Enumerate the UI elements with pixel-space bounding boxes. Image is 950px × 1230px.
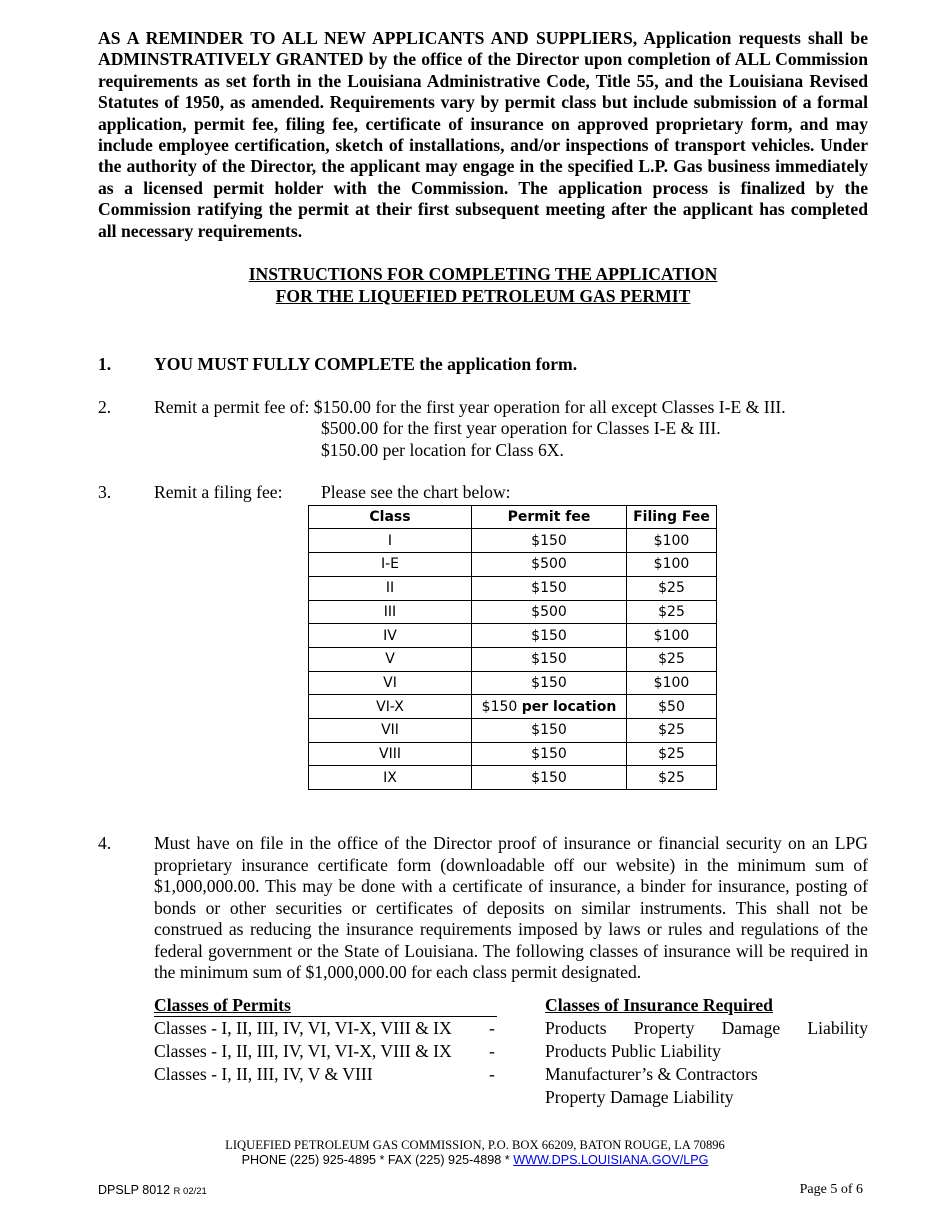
separator-dash: - — [489, 1040, 495, 1061]
document-page — [98, 28, 868, 1109]
fee-table-row — [309, 671, 717, 695]
filing-fee-cell: $25 — [627, 742, 717, 766]
class-cell: VII — [309, 718, 472, 742]
fee-table-row — [309, 600, 717, 624]
footer-phone: PHONE (225) 925-4895 * FAX (225) 925-4898 * — [241, 1153, 514, 1167]
fee-table-header-row — [309, 505, 717, 529]
fee-table-row — [309, 529, 717, 553]
class-cell: IV — [309, 624, 472, 648]
instructions-title-line2: FOR THE LIQUEFIED PETROLEUM GAS PERMIT — [275, 285, 691, 306]
class-cell: I-E — [309, 553, 472, 577]
insurance-word: Liability — [807, 1017, 868, 1038]
insurance-word: Property — [633, 1017, 695, 1038]
class-cell: VI-X — [309, 695, 472, 719]
website-link[interactable]: WWW.DPS.LOUISIANA.GOV/LPG — [513, 1153, 709, 1167]
permit-fee-cell: $150 — [472, 742, 627, 766]
insurance-type: Property Damage Liability — [545, 1086, 734, 1107]
reminder-text: Application requests shall be ADMINSTRATIVELY GRANTED by the office of the Director upon completion of ALL Commission requirements as set forth in the Louisiana Administrative Code, Title 55, and the Louisiana Revised Statutes of 1950, as amended. Requirements vary by permit class but include submission of a formal application, permit fee, filing fee, certificate of insurance on approved proprietary form, and may include employee certification, sketch of installations, and/or inspections of transport vehicles. Under the authority of the Director, the applicant may engage in the specified L.P. Gas business immediately as a licensed permit holder with the Commission. The application process is finalized by the Commission ratifying the permit at their first subsequent meeting after the applicant has completed all necessary requirements. — [98, 28, 868, 241]
insurance-type: Manufacturer’s & Contractors — [545, 1063, 758, 1084]
class-cell: III — [309, 600, 472, 624]
permit-fee-cell: $150 — [472, 624, 627, 648]
form-number-text: DPSLP 8012 — [98, 1183, 171, 1197]
page-number: Page 5 of 6 — [799, 1182, 863, 1197]
fee-table-row — [309, 695, 717, 719]
instructions-title — [98, 264, 868, 307]
separator-dash: - — [489, 1063, 495, 1084]
header-class: Class — [309, 505, 472, 529]
class-cell: IX — [309, 766, 472, 790]
permit-classes: Classes - I, II, III, IV, V & VIII — [154, 1063, 373, 1084]
item-4 — [98, 833, 868, 984]
filing-fee-cell: $100 — [627, 671, 717, 695]
item-number: 3. — [98, 482, 112, 503]
permit-fee-cell: $150 — [472, 576, 627, 600]
permit-fee-line-3: $150.00 per location for Class 6X. — [321, 439, 564, 460]
insurance-row — [154, 1086, 868, 1109]
fee-table-row — [309, 553, 717, 577]
insurance-classes — [154, 994, 868, 1109]
class-cell: VI — [309, 671, 472, 695]
filing-fee-cell: $25 — [627, 600, 717, 624]
item-number: 4. — [98, 833, 112, 853]
footer — [0, 1138, 950, 1168]
class-cell: I — [309, 529, 472, 553]
permit-fee-cell: $500 — [472, 600, 627, 624]
permit-classes: Classes - I, II, III, IV, VI, VI-X, VIII & IX — [154, 1017, 452, 1038]
permit-fee-cell: $150 — [472, 647, 627, 671]
separator-dash: - — [489, 1017, 495, 1038]
filing-fee-cell: $25 — [627, 718, 717, 742]
item-1-rest: the application form. — [414, 354, 578, 375]
item-2 — [98, 397, 868, 462]
fee-table-row — [309, 624, 717, 648]
insurance-type — [545, 1017, 868, 1040]
filing-fee-text: Please see the chart below: — [321, 482, 511, 503]
footer-address: LIQUEFIED PETROLEUM GAS COMMISSION, P.O. BOX 66209, BATON ROUGE, LA 70896 — [225, 1138, 725, 1152]
form-revision: R 02/21 — [173, 1186, 207, 1197]
per-location-label: per location — [521, 698, 617, 715]
filing-fee-cell: $100 — [627, 553, 717, 577]
fee-table-row — [309, 718, 717, 742]
filing-fee-cell: $50 — [627, 695, 717, 719]
permit-fee-cell: $150 — [472, 766, 627, 790]
classes-of-permits-header: Classes of Permits — [154, 994, 291, 1015]
insurance-paragraph: Must have on file in the office of the Director proof of insurance or financial security on an LPG proprietary insurance certificate form (downloadable off our website) in the minimum sum of $1,000,000.00. This may be done with a certificate of insurance, a binder for insurance, posting of bonds or other securities or certificates of deposits on similar instruments. This shall not be construed as reducing the insurance requirements imposed by laws or rules and regulations of the federal government or the State of Louisiana. The following classes of insurance will be required in the minimum sum of $1,000,000.00 for each class permit designated. — [154, 833, 868, 982]
fee-table-row — [309, 576, 717, 600]
insurance-row — [154, 1040, 868, 1063]
insurance-word: Products — [545, 1017, 607, 1038]
filing-fee-cell: $100 — [627, 529, 717, 553]
fee-table-row — [309, 766, 717, 790]
instructions-title-line1: INSTRUCTIONS FOR COMPLETING THE APPLICATION — [248, 264, 718, 285]
filing-fee-cell: $25 — [627, 647, 717, 671]
insurance-type: Products Public Liability — [545, 1040, 721, 1061]
permit-fee-value: $150 — [481, 698, 518, 715]
insurance-header-row — [154, 994, 868, 1017]
insurance-word: Damage — [721, 1017, 781, 1038]
classes-of-insurance-header: Classes of Insurance Required — [545, 994, 773, 1015]
class-cell: VIII — [309, 742, 472, 766]
item-3 — [98, 482, 868, 504]
item-1-bold: YOU MUST FULLY COMPLETE — [154, 354, 415, 375]
fee-table-row — [309, 647, 717, 671]
form-number — [98, 1183, 207, 1197]
reminder-lead: AS A REMINDER TO ALL NEW APPLICANTS AND SUPPLIERS, — [98, 28, 638, 48]
filing-fee-cell: $25 — [627, 766, 717, 790]
item-number: 2. — [98, 396, 112, 417]
item-number: 1. — [98, 354, 112, 375]
filing-fee-label: Remit a filing fee: — [154, 482, 283, 503]
filing-fee-cell: $100 — [627, 624, 717, 648]
insurance-row — [154, 1063, 868, 1086]
fee-table-row — [309, 742, 717, 766]
class-cell: V — [309, 647, 472, 671]
permit-fee-line-1: Remit a permit fee of: $150.00 for the first year operation for all except Classes I-E & III. — [154, 396, 786, 417]
footer-contact — [0, 1153, 950, 1168]
permit-fee-cell: $150 — [472, 718, 627, 742]
item-1 — [98, 354, 868, 376]
insurance-row — [154, 1017, 868, 1040]
permit-fee-line-2: $500.00 for the first year operation for Classes I-E & III. — [321, 418, 721, 439]
permit-fee-cell: $500 — [472, 553, 627, 577]
header-filing-fee: Filing Fee — [627, 505, 717, 529]
class-cell: II — [309, 576, 472, 600]
permit-fee-cell — [472, 695, 627, 719]
header-permit-fee: Permit fee — [472, 505, 627, 529]
reminder-paragraph — [98, 28, 868, 242]
permit-fee-cell: $150 — [472, 529, 627, 553]
permit-classes: Classes - I, II, III, IV, VI, VI-X, VIII & IX — [154, 1040, 452, 1061]
fee-table — [308, 505, 717, 790]
filing-fee-cell: $25 — [627, 576, 717, 600]
permit-fee-cell: $150 — [472, 671, 627, 695]
